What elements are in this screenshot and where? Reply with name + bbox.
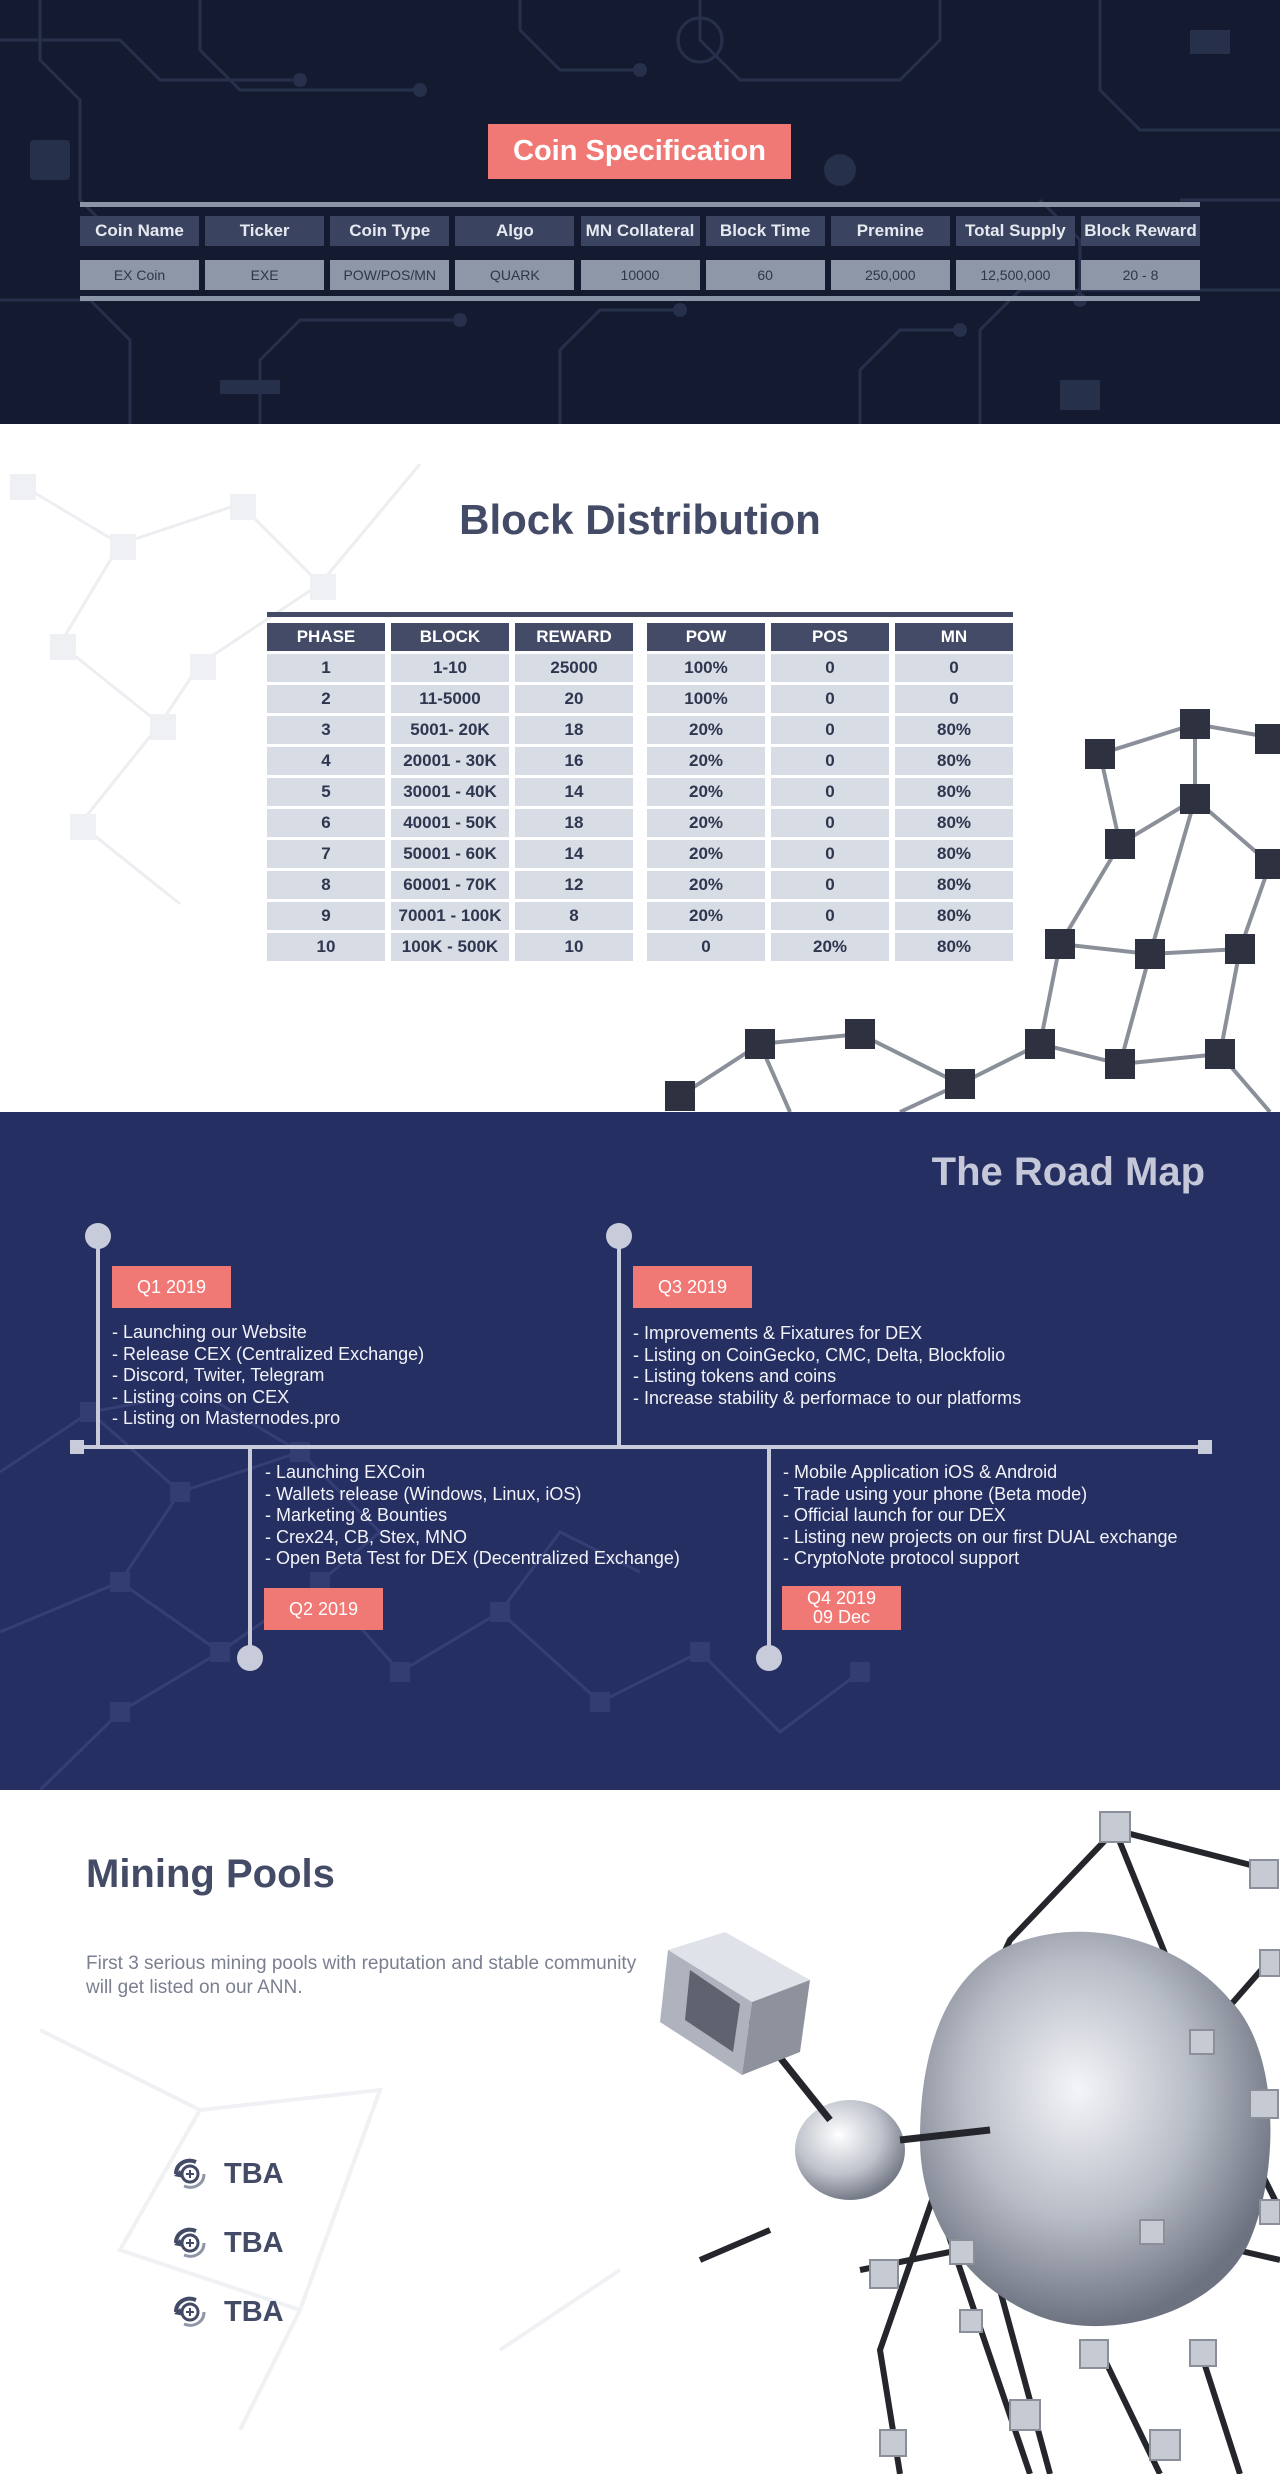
q1-badge: Q1 2019 [112, 1266, 231, 1308]
roadmap-title: The Road Map [931, 1150, 1205, 1194]
q2-stem [248, 1447, 252, 1657]
q1-stem [96, 1236, 100, 1447]
q3-badge: Q3 2019 [633, 1266, 752, 1308]
q3-stem [617, 1236, 621, 1447]
table-cell: 0 [771, 654, 889, 682]
table-row [267, 871, 1013, 899]
q1-milestones [112, 1322, 424, 1430]
table-cell: 8 [267, 871, 385, 899]
table-cell: 80% [895, 933, 1013, 961]
spec-header-cell: Algo [455, 216, 574, 246]
q2-badge: Q2 2019 [264, 1588, 383, 1630]
spec-header-row [80, 216, 1200, 246]
table-cell: 20 [515, 685, 633, 713]
spec-header-cell: Ticker [205, 216, 324, 246]
table-cell: 50001 - 60K [391, 840, 509, 868]
table-cell: 20% [647, 840, 765, 868]
milestone-item: - Improvements & Fixatures for DEX [633, 1323, 923, 1343]
table-cell: 80% [895, 809, 1013, 837]
table-cell: 14 [515, 778, 633, 806]
table-cell: 60001 - 70K [391, 871, 509, 899]
q2-node [237, 1645, 263, 1671]
table-cell: 1-10 [391, 654, 509, 682]
milestone-item: - Listing on Masternodes.pro [112, 1408, 341, 1428]
table-cell: 25000 [515, 654, 633, 682]
table-cell: 70001 - 100K [391, 902, 509, 930]
q4-stem [767, 1447, 771, 1657]
distribution-top-rule [267, 612, 1013, 617]
table-cell: 0 [771, 902, 889, 930]
table-cell: 80% [895, 871, 1013, 899]
milestone-item: - Open Beta Test for DEX (Decentralized Exchange) [265, 1548, 680, 1568]
milestone-item: - Release CEX (Centralized Exchange) [112, 1343, 425, 1364]
table-cell: 20% [647, 716, 765, 744]
table-cell: 6 [267, 809, 385, 837]
spec-value-cell: 60 [706, 260, 825, 290]
spec-header-cell: Premine [831, 216, 950, 246]
milestone-item: - Discord, Twiter, Telegram [112, 1365, 325, 1385]
table-header-cell: PHASE [267, 623, 385, 651]
table-cell: 7 [267, 840, 385, 868]
mining-pools-description: First 3 serious mining pools with reputation and stable community will get listed on our ANN. [86, 1953, 637, 1998]
table-row [267, 685, 1013, 713]
table-body [267, 654, 1013, 961]
timeline-end-marker [1198, 1440, 1212, 1454]
milestone-item: - Launching EXCoin [265, 1462, 426, 1482]
milestone-item: - Crex24, CB, Stex, MNO [265, 1526, 468, 1547]
q2-milestones [265, 1462, 680, 1570]
timeline-start-marker [70, 1440, 84, 1454]
table-cell: 18 [515, 809, 633, 837]
table-cell: 100% [647, 685, 765, 713]
table-cell: 20% [647, 809, 765, 837]
block-distribution-section [0, 424, 1280, 1112]
spec-header-cell: Coin Type [330, 216, 449, 246]
table-row [267, 654, 1013, 682]
table-row [267, 716, 1013, 744]
spec-bottom-rule [80, 296, 1200, 301]
table-cell: 0 [771, 840, 889, 868]
pool-label: TBA [224, 2157, 284, 2190]
table-cell: 11-5000 [391, 685, 509, 713]
spec-value-cell: EXE [205, 260, 324, 290]
table-cell: 100% [647, 654, 765, 682]
mining-pool-icon [170, 2225, 210, 2261]
table-header-cell: POS [771, 623, 889, 651]
spec-header-cell: Coin Name [80, 216, 199, 246]
table-cell: 0 [771, 871, 889, 899]
timeline-axis [76, 1445, 1206, 1449]
coin-spec-section [0, 0, 1280, 424]
spec-value-cell: QUARK [455, 260, 574, 290]
pool-list-item [170, 2294, 284, 2330]
table-cell: 80% [895, 778, 1013, 806]
table-cell: 5 [267, 778, 385, 806]
table-cell: 20% [647, 778, 765, 806]
spec-value-cell: 20 - 8 [1081, 260, 1200, 290]
q4-badge-date: 09 Dec [812, 1607, 871, 1627]
milestone-item: - Listing coins on CEX [112, 1386, 290, 1407]
table-cell: 20% [771, 933, 889, 961]
table-cell: 20% [647, 871, 765, 899]
table-header-cell: REWARD [515, 623, 633, 651]
spec-value-cell: 10000 [581, 260, 700, 290]
table-cell: 80% [895, 902, 1013, 930]
spec-header-cell: Block Time [706, 216, 825, 246]
spec-value-cell: 250,000 [831, 260, 950, 290]
mining-pool-icon [170, 2156, 210, 2192]
table-cell: 80% [895, 716, 1013, 744]
milestone-item: - Listing tokens and coins [633, 1366, 837, 1386]
mining-pools-title: Mining Pools [86, 1852, 335, 1896]
table-row [267, 902, 1013, 930]
table-cell: 2 [267, 685, 385, 713]
block-distribution-title: Block Distribution [459, 496, 821, 543]
table-row [267, 809, 1013, 837]
table-row [267, 747, 1013, 775]
spec-header-cell: Block Reward [1081, 216, 1200, 246]
mining-pool-icon [170, 2294, 210, 2330]
table-row [267, 840, 1013, 868]
milestone-item: - Increase stability & performace to our platforms [633, 1387, 1022, 1408]
spec-value-cell: POW/POS/MN [330, 260, 449, 290]
table-cell: 18 [515, 716, 633, 744]
spec-header-cell: MN Collateral [581, 216, 700, 246]
table-cell: 0 [771, 716, 889, 744]
spec-value-cell: EX Coin [80, 260, 199, 290]
table-cell: 100K - 500K [391, 933, 509, 961]
milestone-item: - Official launch for our DEX [783, 1505, 1006, 1525]
milestone-item: - CryptoNote protocol support [783, 1548, 1020, 1568]
q4-node [756, 1645, 782, 1671]
milestone-item: - Wallets release (Windows, Linux, iOS) [265, 1483, 582, 1504]
q3-milestones [633, 1323, 1021, 1409]
pool-label: TBA [224, 2226, 284, 2259]
spec-header-cell: Total Supply [956, 216, 1075, 246]
table-row [267, 778, 1013, 806]
table-header-cell: MN [895, 623, 1013, 651]
table-header-row [267, 623, 1013, 651]
table-header-cell: POW [647, 623, 765, 651]
table-cell: 3 [267, 716, 385, 744]
pool-list-item [170, 2225, 284, 2261]
circuit-background [0, 0, 1280, 424]
mining-pools-section [0, 1790, 1280, 2474]
table-cell: 16 [515, 747, 633, 775]
milestone-item: - Listing on CoinGecko, CMC, Delta, Blockfolio [633, 1344, 1006, 1365]
table-cell: 1 [267, 654, 385, 682]
spec-value-cell: 12,500,000 [956, 260, 1075, 290]
table-cell: 0 [771, 747, 889, 775]
table-cell: 0 [647, 933, 765, 961]
pool-label: TBA [224, 2295, 284, 2328]
q4-milestones [783, 1462, 1178, 1570]
q4-badge [782, 1586, 901, 1630]
table-cell: 10 [267, 933, 385, 961]
table-cell: 10 [515, 933, 633, 961]
spec-value-row [80, 260, 1200, 290]
pool-list-item [170, 2156, 284, 2192]
milestone-item: - Marketing & Bounties [265, 1505, 448, 1525]
roadmap-section [0, 1112, 1280, 1790]
table-cell: 14 [515, 840, 633, 868]
network-background [0, 1112, 1280, 1790]
table-cell: 9 [267, 902, 385, 930]
table-header-cell: BLOCK [391, 623, 509, 651]
table-cell: 30001 - 40K [391, 778, 509, 806]
milestone-item: - Listing new projects on our first DUAL exchange [783, 1526, 1178, 1547]
table-cell: 20% [647, 902, 765, 930]
table-cell: 0 [771, 809, 889, 837]
table-cell: 0 [771, 778, 889, 806]
block-distribution-table [267, 623, 1013, 964]
milestone-item: - Launching our Website [112, 1322, 307, 1342]
table-cell: 0 [895, 685, 1013, 713]
milestone-item: - Mobile Application iOS & Android [783, 1462, 1058, 1482]
table-cell: 4 [267, 747, 385, 775]
table-cell: 80% [895, 747, 1013, 775]
table-cell: 20% [647, 747, 765, 775]
spec-top-rule [80, 202, 1200, 207]
table-cell: 12 [515, 871, 633, 899]
table-cell: 80% [895, 840, 1013, 868]
table-cell: 0 [771, 685, 889, 713]
coin-spec-title: Coin Specification [488, 124, 791, 179]
table-cell: 0 [895, 654, 1013, 682]
q4-badge-label: Q4 2019 [806, 1588, 877, 1608]
table-cell: 5001- 20K [391, 716, 509, 744]
table-cell: 40001 - 50K [391, 809, 509, 837]
milestone-item: - Trade using your phone (Beta mode) [783, 1483, 1088, 1504]
table-cell: 20001 - 30K [391, 747, 509, 775]
table-row [267, 933, 1013, 961]
table-cell: 8 [515, 902, 633, 930]
